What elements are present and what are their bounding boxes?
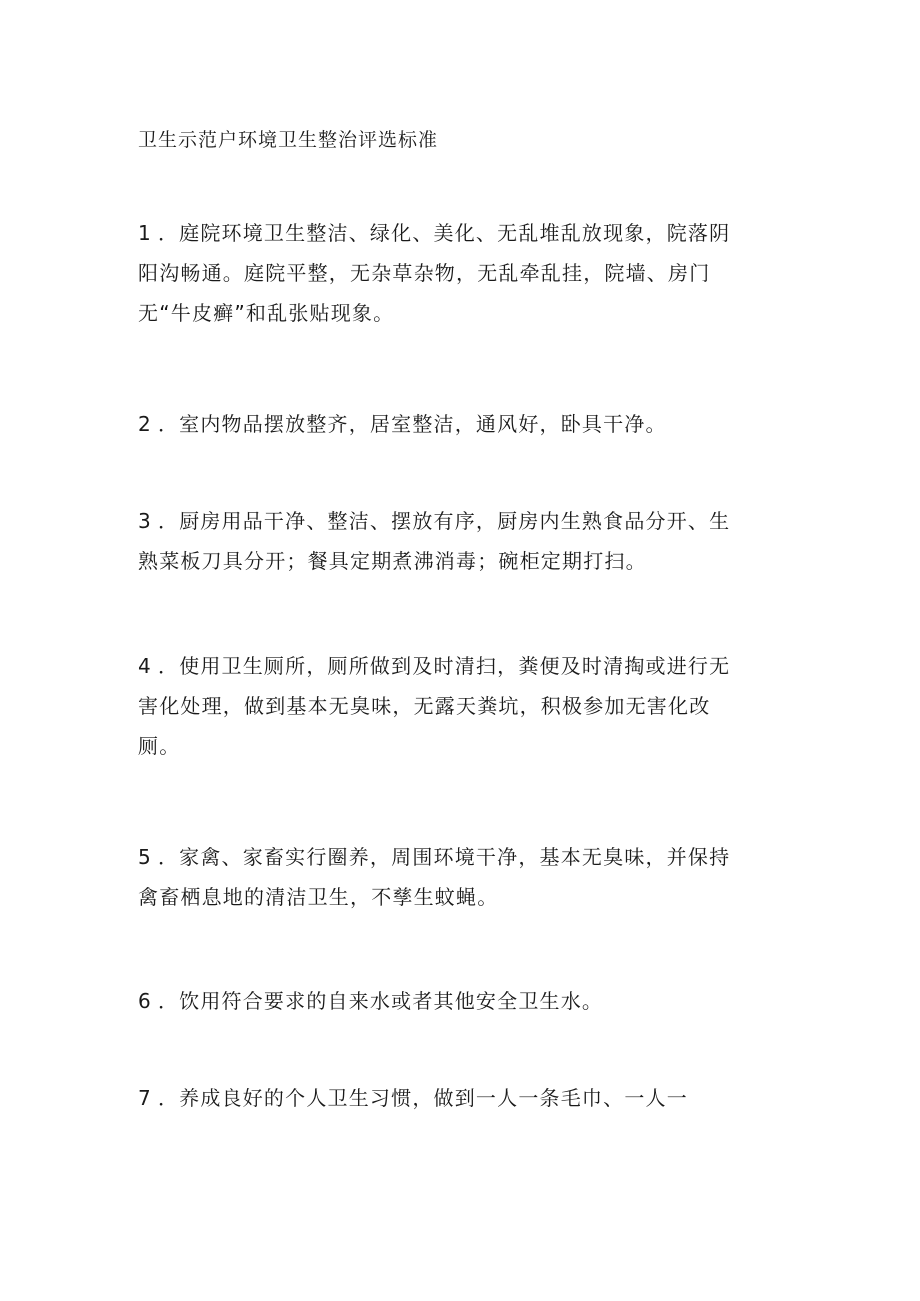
paragraph-text: ．饮用符合要求的自来水或者其他安全卫生水。	[157, 989, 604, 1013]
paragraph-text: ．室内物品摆放整齐，居室整洁，通风好，卧具干净。	[157, 412, 667, 436]
list-item	[138, 213, 788, 333]
paragraph-line: 无“牛皮癣”和乱张贴现象。	[138, 301, 395, 325]
paragraph-line	[138, 501, 788, 541]
paragraph-text: ．庭院环境卫生整洁、绿化、美化、无乱堆乱放现象，院落阴	[157, 221, 731, 245]
paragraph-line: 禽畜栖息地的清洁卫生，不孳生蚊蝇。	[138, 885, 499, 909]
item-number: 4	[138, 654, 152, 678]
paragraph-line: 阳沟畅通。庭院平整，无杂草杂物，无乱牵乱挂，院墙、房门	[138, 261, 711, 285]
list-item	[138, 501, 788, 581]
item-number: 5	[138, 845, 152, 869]
paragraph-line	[138, 213, 788, 253]
paragraph-text: ．厨房用品干净、整洁、摆放有序，厨房内生熟食品分开、生	[157, 509, 731, 533]
paragraph-line: 熟菜板刀具分开；餐具定期煮沸消毒；碗柜定期打扫。	[138, 549, 647, 573]
item-number: 3	[138, 509, 152, 533]
paragraph-line	[138, 646, 788, 686]
list-item	[138, 404, 788, 444]
paragraph-line: 厕。	[138, 734, 181, 758]
paragraph-text: ．养成良好的个人卫生习惯，做到一人一条毛巾、一人一	[157, 1086, 688, 1110]
list-item	[138, 981, 788, 1021]
list-item	[138, 646, 788, 766]
list-item	[138, 1078, 788, 1118]
paragraph-line: 害化处理，做到基本无臭味，无露天粪坑，积极参加无害化改	[138, 694, 711, 718]
item-number: 7	[138, 1086, 152, 1110]
paragraph-line	[138, 404, 788, 444]
paragraph-line	[138, 981, 788, 1021]
item-number: 6	[138, 989, 152, 1013]
paragraph-line	[138, 1078, 788, 1118]
item-number: 1	[138, 221, 152, 245]
paragraph-text: ．家禽、家畜实行圈养，周围环境干净，基本无臭味，并保持	[157, 845, 731, 869]
paragraph-line	[138, 837, 788, 877]
list-item	[138, 837, 788, 917]
page-title: 卫生示范户环境卫生整治评选标准	[138, 129, 439, 151]
paragraph-text: ．使用卫生厕所，厕所做到及时清扫，粪便及时清掏或进行无	[157, 654, 731, 678]
item-number: 2	[138, 412, 152, 436]
